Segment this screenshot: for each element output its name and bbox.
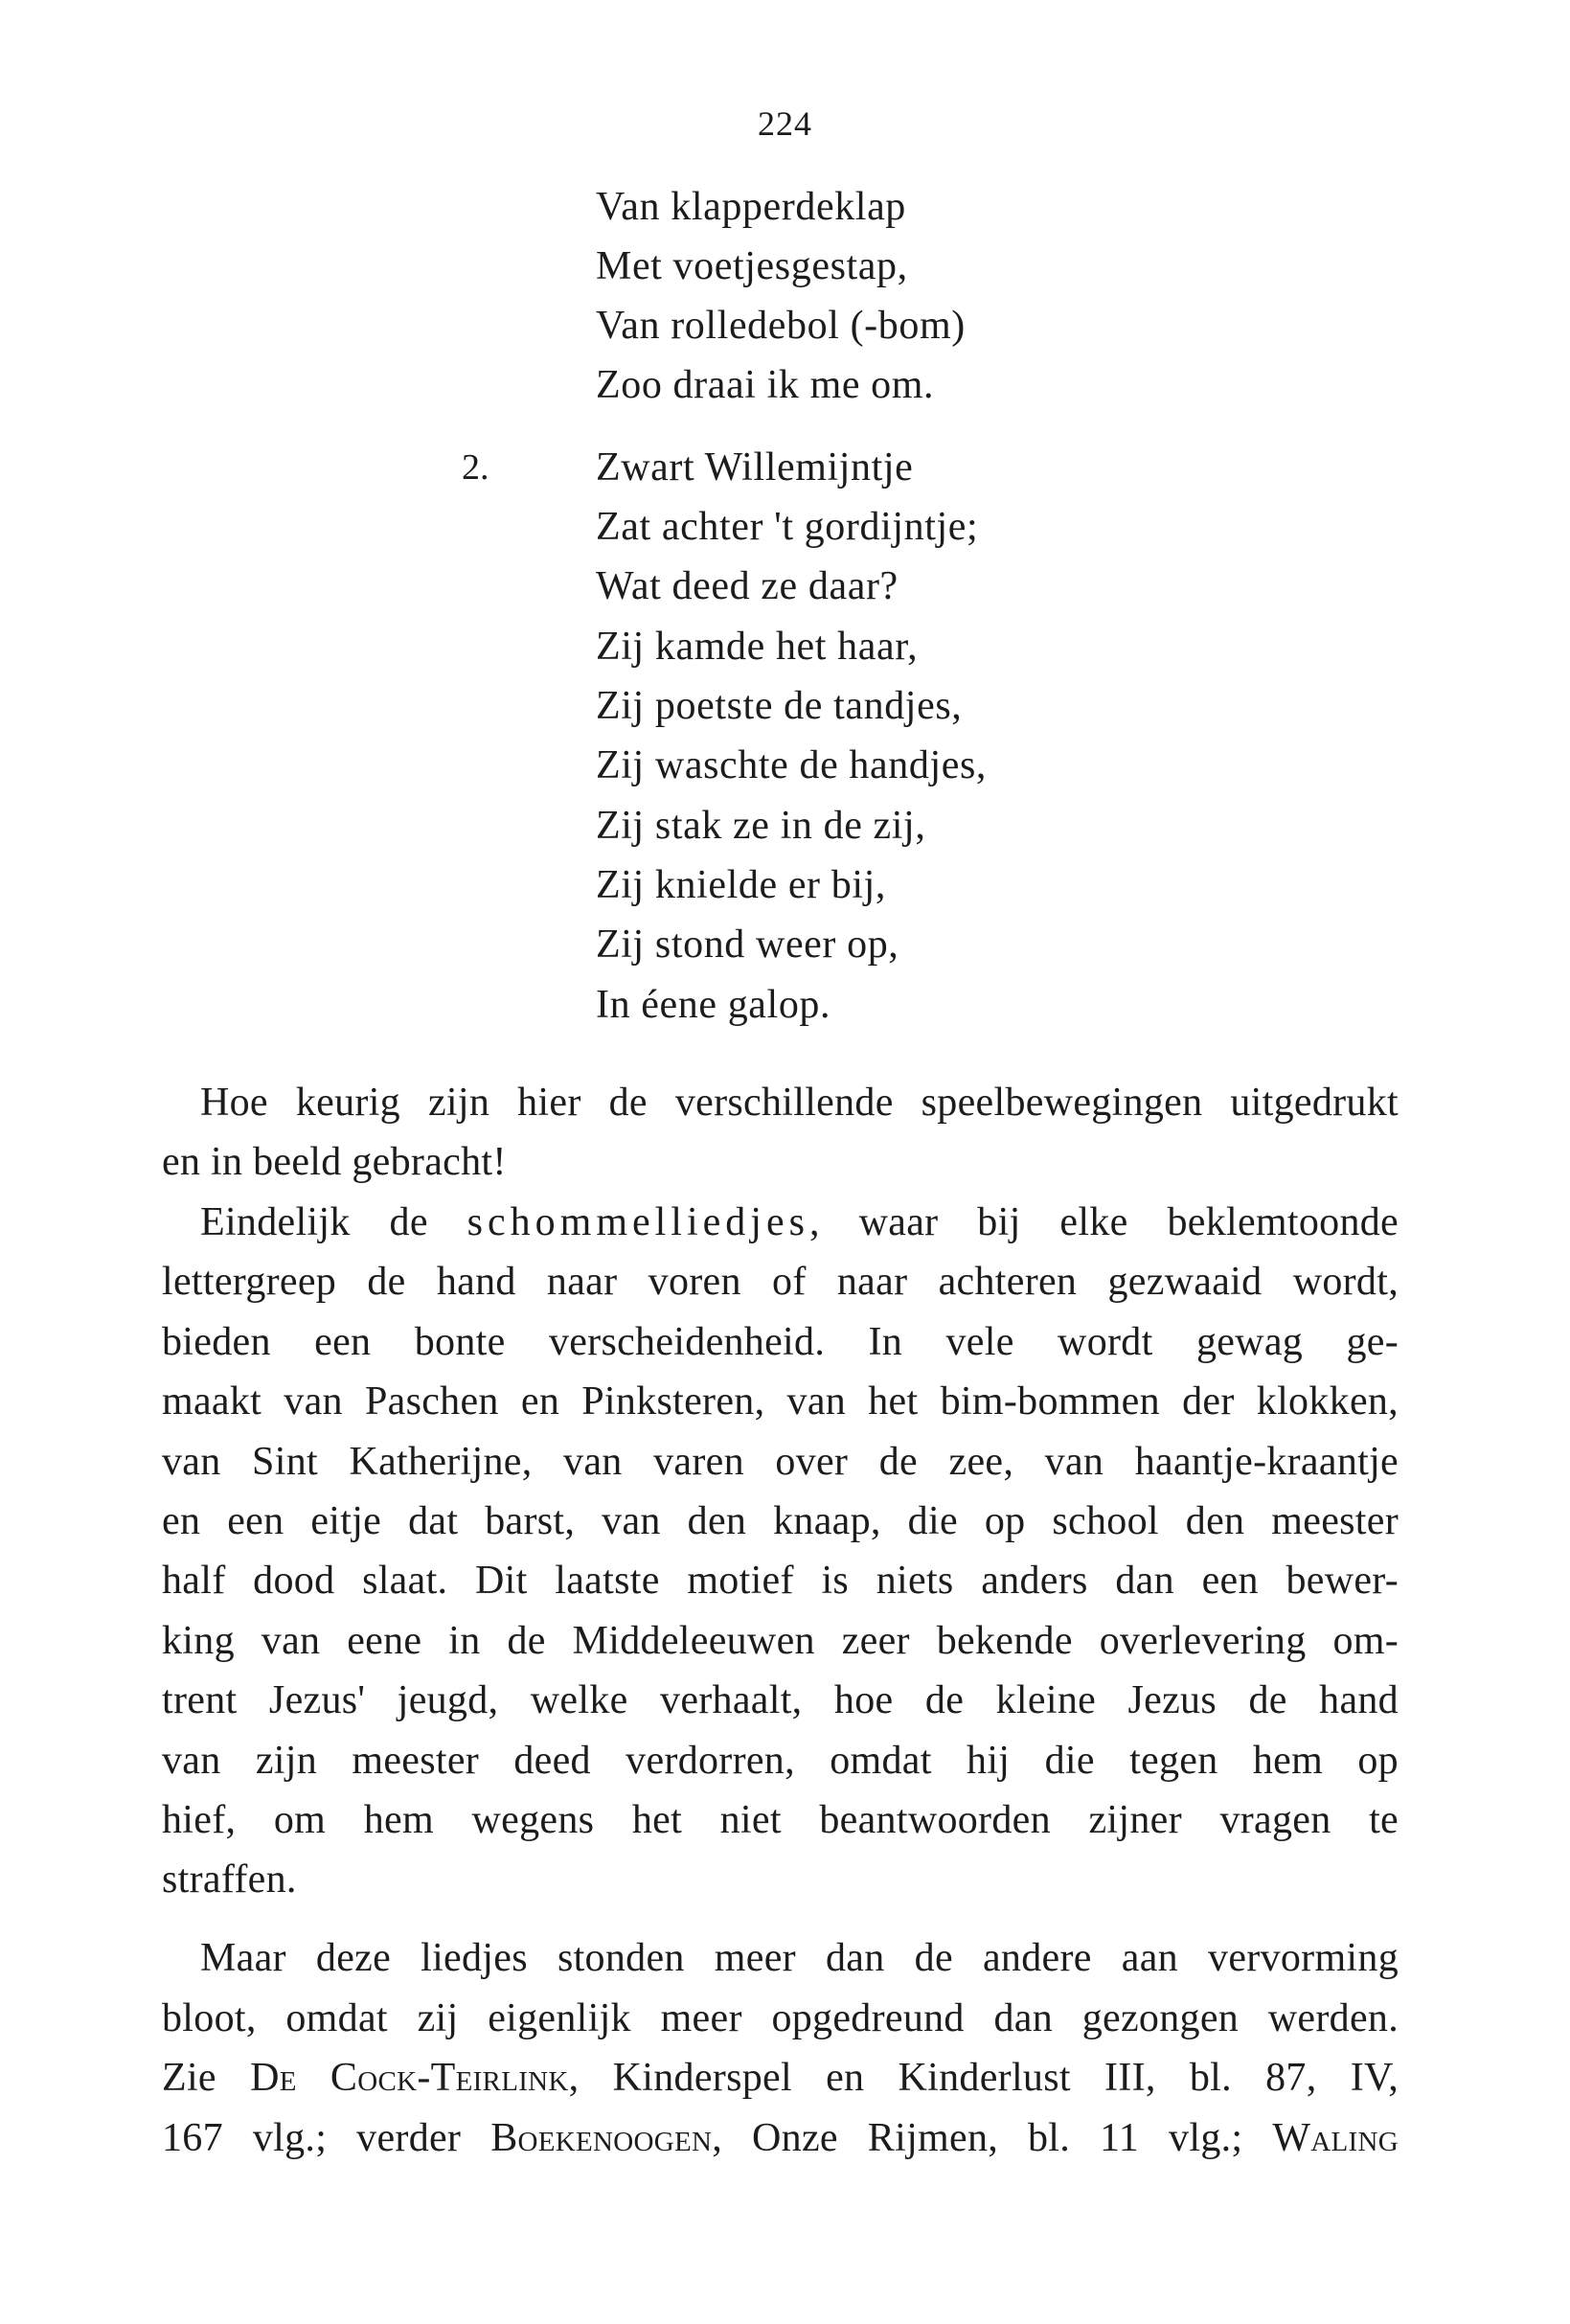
paragraph-line: lettergreep de hand naar voren of naar achteren gezwaaid wordt, (162, 1260, 1399, 1304)
text-run: , Onze Rijmen, bl. 11 vlg.; (712, 2116, 1273, 2160)
paragraph-line: maakt van Paschen en Pinksteren, van het bim-bommen der klokken, (162, 1379, 1399, 1424)
text-run: 167 vlg.; verder (162, 2116, 491, 2160)
poem-line: Zij kamde het haar, (596, 625, 919, 669)
poem-line: Zij stond weer op, (596, 923, 899, 967)
text-run: Zie (162, 2056, 251, 2100)
text-run: , waar bij elke beklemtoonde (808, 1200, 1399, 1244)
paragraph-line (200, 1197, 1399, 1247)
paragraph-line: trent Jezus' jeugd, welke verhaalt, hoe de kleine Jezus de hand (162, 1678, 1399, 1722)
poem-line: Zij stak ze in de zij, (596, 804, 926, 848)
poem-line: Wat deed ze daar? (596, 564, 899, 608)
poem-line: Met voetjesgestap, (596, 244, 908, 288)
page-number: 224 (758, 104, 812, 143)
paragraph-line: en in beeld gebracht! (162, 1140, 507, 1184)
paragraph-line (162, 2053, 1399, 2103)
poem-line: Zoo draai ik me om. (596, 363, 935, 407)
paragraph-line: van Sint Katherijne, van varen over de zee, van haantje-kraantje (162, 1440, 1399, 1484)
poem-line: Zij waschte de handjes, (596, 743, 988, 787)
poem-line: Van rolledebol (-bom) (596, 304, 966, 348)
text-run: Eindelijk de (200, 1200, 467, 1244)
poem-line: Zij poetste de tandjes, (596, 684, 963, 728)
paragraph-line: van zijn meester deed verdorren, omdat hij die tegen hem op (162, 1739, 1399, 1783)
paragraph-line: half dood slaat. Dit laatste motief is niets anders dan een bewer- (162, 1559, 1399, 1603)
poem-line: In éene galop. (596, 983, 831, 1027)
text-run: , Kinderspel en Kinderlust III, bl. 87, IV, (568, 2056, 1399, 2100)
poem-line: Van klapperdeklap (596, 185, 906, 229)
paragraph-line: bloot, omdat zij eigenlijk meer opgedreund dan gezongen werden. (162, 1996, 1399, 2040)
paragraph-line: bieden een bonte verscheidenheid. In vele wordt gewag ge- (162, 1320, 1399, 1364)
paragraph-line (162, 2113, 1399, 2163)
emphasized-term: schommelliedjes (466, 1200, 809, 1244)
paragraph-line: en een eitje dat barst, van den knaap, die op school den meester (162, 1499, 1399, 1543)
paragraph-line: Hoe keurig zijn hier de verschillende speelbewegingen uitgedrukt (200, 1081, 1399, 1125)
paragraph-line: Maar deze liedjes stonden meer dan de andere aan vervorming (200, 1936, 1399, 1980)
paragraph-line: king van eene in de Middeleeuwen zeer bekende overlevering om- (162, 1619, 1399, 1663)
stanza-number: 2. (462, 447, 489, 488)
poem-line: Zij knielde er bij, (596, 863, 886, 907)
poem-line: Zat achter 't gordijntje; (596, 505, 979, 549)
poem-line: Zwart Willemijntje (596, 445, 914, 490)
paragraph-line: hief, om hem wegens het niet beantwoorden zijner vragen te (162, 1798, 1399, 1842)
paragraph-line: straffen. (162, 1857, 297, 1902)
author-name: De Cock-Teirlink (250, 2056, 569, 2100)
author-name: Boekenoogen (490, 2116, 713, 2160)
author-name: Waling (1272, 2116, 1399, 2160)
